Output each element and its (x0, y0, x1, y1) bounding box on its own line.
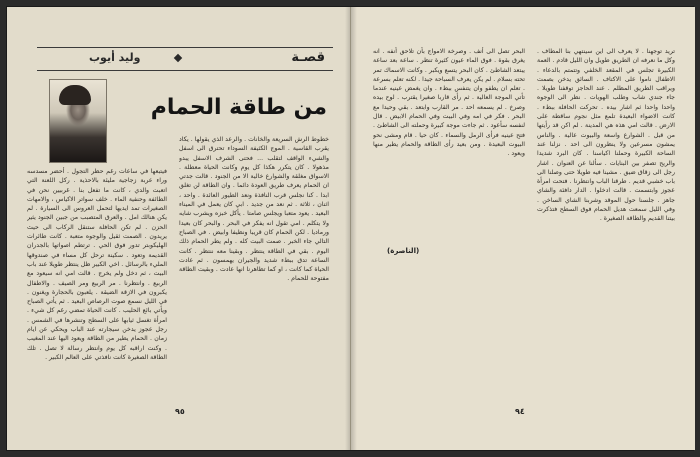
left-page-column-left: فيتبعها في ساعات رغم حظر التجول . أحضر مسدسه وراء عربة زجاجية مليئة بالاحذية . ركل اللعنة التي اتعبت والدي ، كانت ما تفعل بنا . غربيين نحن في الطائفة وحنفية الماء . خلف سواتر الاكياس ، والامهات الصغيرات تمد ايديها لتحمل العروس الى السيارة . لم يكن هنالك امل . والعرق المتصبب من جبين الجنود يثير الحزن . لم تكن الحافلة ستنقل الركاب الى حيث يريدون . الصمت ثقيل والوجوه متعبة . كانت طائرات الهليكوبتر تدور فوق الحي . ترتطم اصواتها بالجدران القديمة وتعود . سكينة ترحل كل مساء في صندوقها المليء بالرسائل . اخي الكبير ظل ينتظر طويلا عند باب البيت ، ثم دخل ولم يخرج . قالت امي انه سيعود مع الربيع . وانتظرنا . مر الربيع ومر الصيف . والاطفال يكبرون في الازقة الضيقة . يلعبون بالحجارة ويغنون . في الليل نسمع صوت الرصاص البعيد . ثم يأتي الصباح ويأتي بائع الحليب . كانت الحياة تمضي رغم كل شيء . امرأة تغسل ثيابها على السطح وتنشرها في الشمس . رجل عجوز يدخن سيجارته عند الباب ويحكي عن ايام زمان . الحمام يطير من الطاقة ويعود اليها عند المغيب . وكنت اراقبه كل يوم وانتظر رسالة لا تصل . تلك الطاقة الصغيرة كانت نافذتي على العالم الكبير . (27, 168, 167, 361)
left-page-column-right: خطوط الرش السريعة والخانات . والرعد الذي يقولها . يكاد يقرب القاسية . الموج الكثيفة السوداء تحترق الى اسفل والشيء الواقف لتقلب ... فحتى الشرف الاسفل يبدو مذهولا . كان يتكرر هكذا كل يوم وكانت الحياة معطلة . الاسواق مغلقة والشوارع خالية الا من الجنود . قالت جدتي ان الحمام يعرف طريق العودة دائما . وان الطاقة لن تغلق ابدا . كنا نجلس قرب النافذة ونعد الطيور العائدة . واحد ، اثنان ، ثلاثة . ثم نعد من جديد . ابي كان يعمل في الميناء البعيد . يعود متعبا ويجلس صامتا . يأكل خبزه ويشرب شايه ولا يتكلم . امي تقول انه يفكر في البحر . والبحر كان بعيدا ورماديا . لكن الحمام كان قريبا ونظيفا وابيض . في الصباح التالي جاء الخبر . صمت البيت كله . ولم يطر الحمام ذلك اليوم . بقي في الطاقة ينتظر . وبقينا معه ننتظر . كانت الساعة تدق ببطء شديد والجيران يهمسون . ثم عادت الحياة كما كانت ، او كما تظاهرنا انها عادت . وبقيت الطاقة مفتوحة للحمام . (179, 136, 329, 283)
book-gutter (345, 7, 357, 450)
right-page (351, 7, 695, 450)
story-header (37, 47, 333, 71)
story-title: من طاقة الحمام (150, 95, 327, 120)
author-name: وليد أيوب (89, 51, 141, 64)
author-photo-hair (59, 85, 91, 105)
left-page (7, 7, 351, 450)
signature-location: (الناصرة) (387, 247, 420, 255)
right-page-column-right: تريد توجهنا . لا يعرف الى اين سينتهي بنا المطاف . وكل ما نعرفه ان الطريق طويل وان الليل قادم . العمة الكبيرة تجلس في المقعد الخلفي وتتمتم بالدعاء . الاطفال ناموا على الاكتاف . السائق يدخن بصمت ويراقب الطريق المظلم . عند الحاجز توقفنا طويلا . جاء جندي شاب وطلب الهويات . نظر الى الوجوه واحدا واحدا ثم اشار بيده . تحركت الحافلة ببطء . كانت الاضواء البعيدة تلمع مثل نجوم ساقطة على الارض . قالت امي هذه هي المدينة . لم اكن قد رأيتها من قبل . الشوارع واسعة والبيوت عالية . والناس يمشون مسرعين ولا ينظرون الى احد . نزلنا عند الساحة الكبيرة وحملنا اكياسنا . كان البرد شديدا والريح تصفر بين البنايات . سألنا عن العنوان . اشار رجل الى زقاق ضيق . مشينا فيه طويلا حتى وصلنا الى باب خشبي قديم . طرقنا الباب وانتظرنا . فتحت امرأة عجوز وابتسمت . قالت ادخلوا . الدار دافئة والشاي جاهز . جلسنا حول الموقد وشربنا الشاي الساخن . وفي الليل سمعت هديل الحمام فوق السطح فتذكرت بيتنا القديم والطاقة الصغيرة . (537, 48, 675, 223)
section-label: قصـة (291, 50, 325, 65)
page-number-left: ٩٥ (175, 407, 185, 416)
page-number-right: ٩٤ (515, 407, 525, 416)
diamond-ornament-icon (174, 54, 182, 62)
book-spread (6, 6, 694, 451)
right-page-column-left: البحر تصل الى أنف . وصرخة الامواج بأن تلاحق أنفه . انه يغرق بقوة . فوق الماء عيون كثيرة تنظر . ساعة بعد ساعة يبتعد الشاطئ . كان البحر يتسع ويكبر . وكانت الاسماك تمر تحته بسلام . لم يكن يعرف السباحة جيدا . لكنه تعلم بسرعة . تعلم ان يطفو وان يتنفس ببطء . وان يغمض عينيه عندما تأتي الموجة العالية . ثم رأى قاربا صغيرا يقترب . لوح بيده وصرخ . لم يسمعه احد . مر القارب وابتعد . بقي وحيدا مع البحر . فكر في امه وفي البيت وفي الحمام الابيض . قال لنفسه سأعود . ثم جاءت موجة كبيرة وحملته الى الشاطئ . فتح عينيه فرأى الرمل والسماء . كان حيا . قام ومشى نحو البيوت البعيدة . ومن بعيد رأى الطاقة والحمام يطير منها ويعود . (373, 48, 525, 158)
